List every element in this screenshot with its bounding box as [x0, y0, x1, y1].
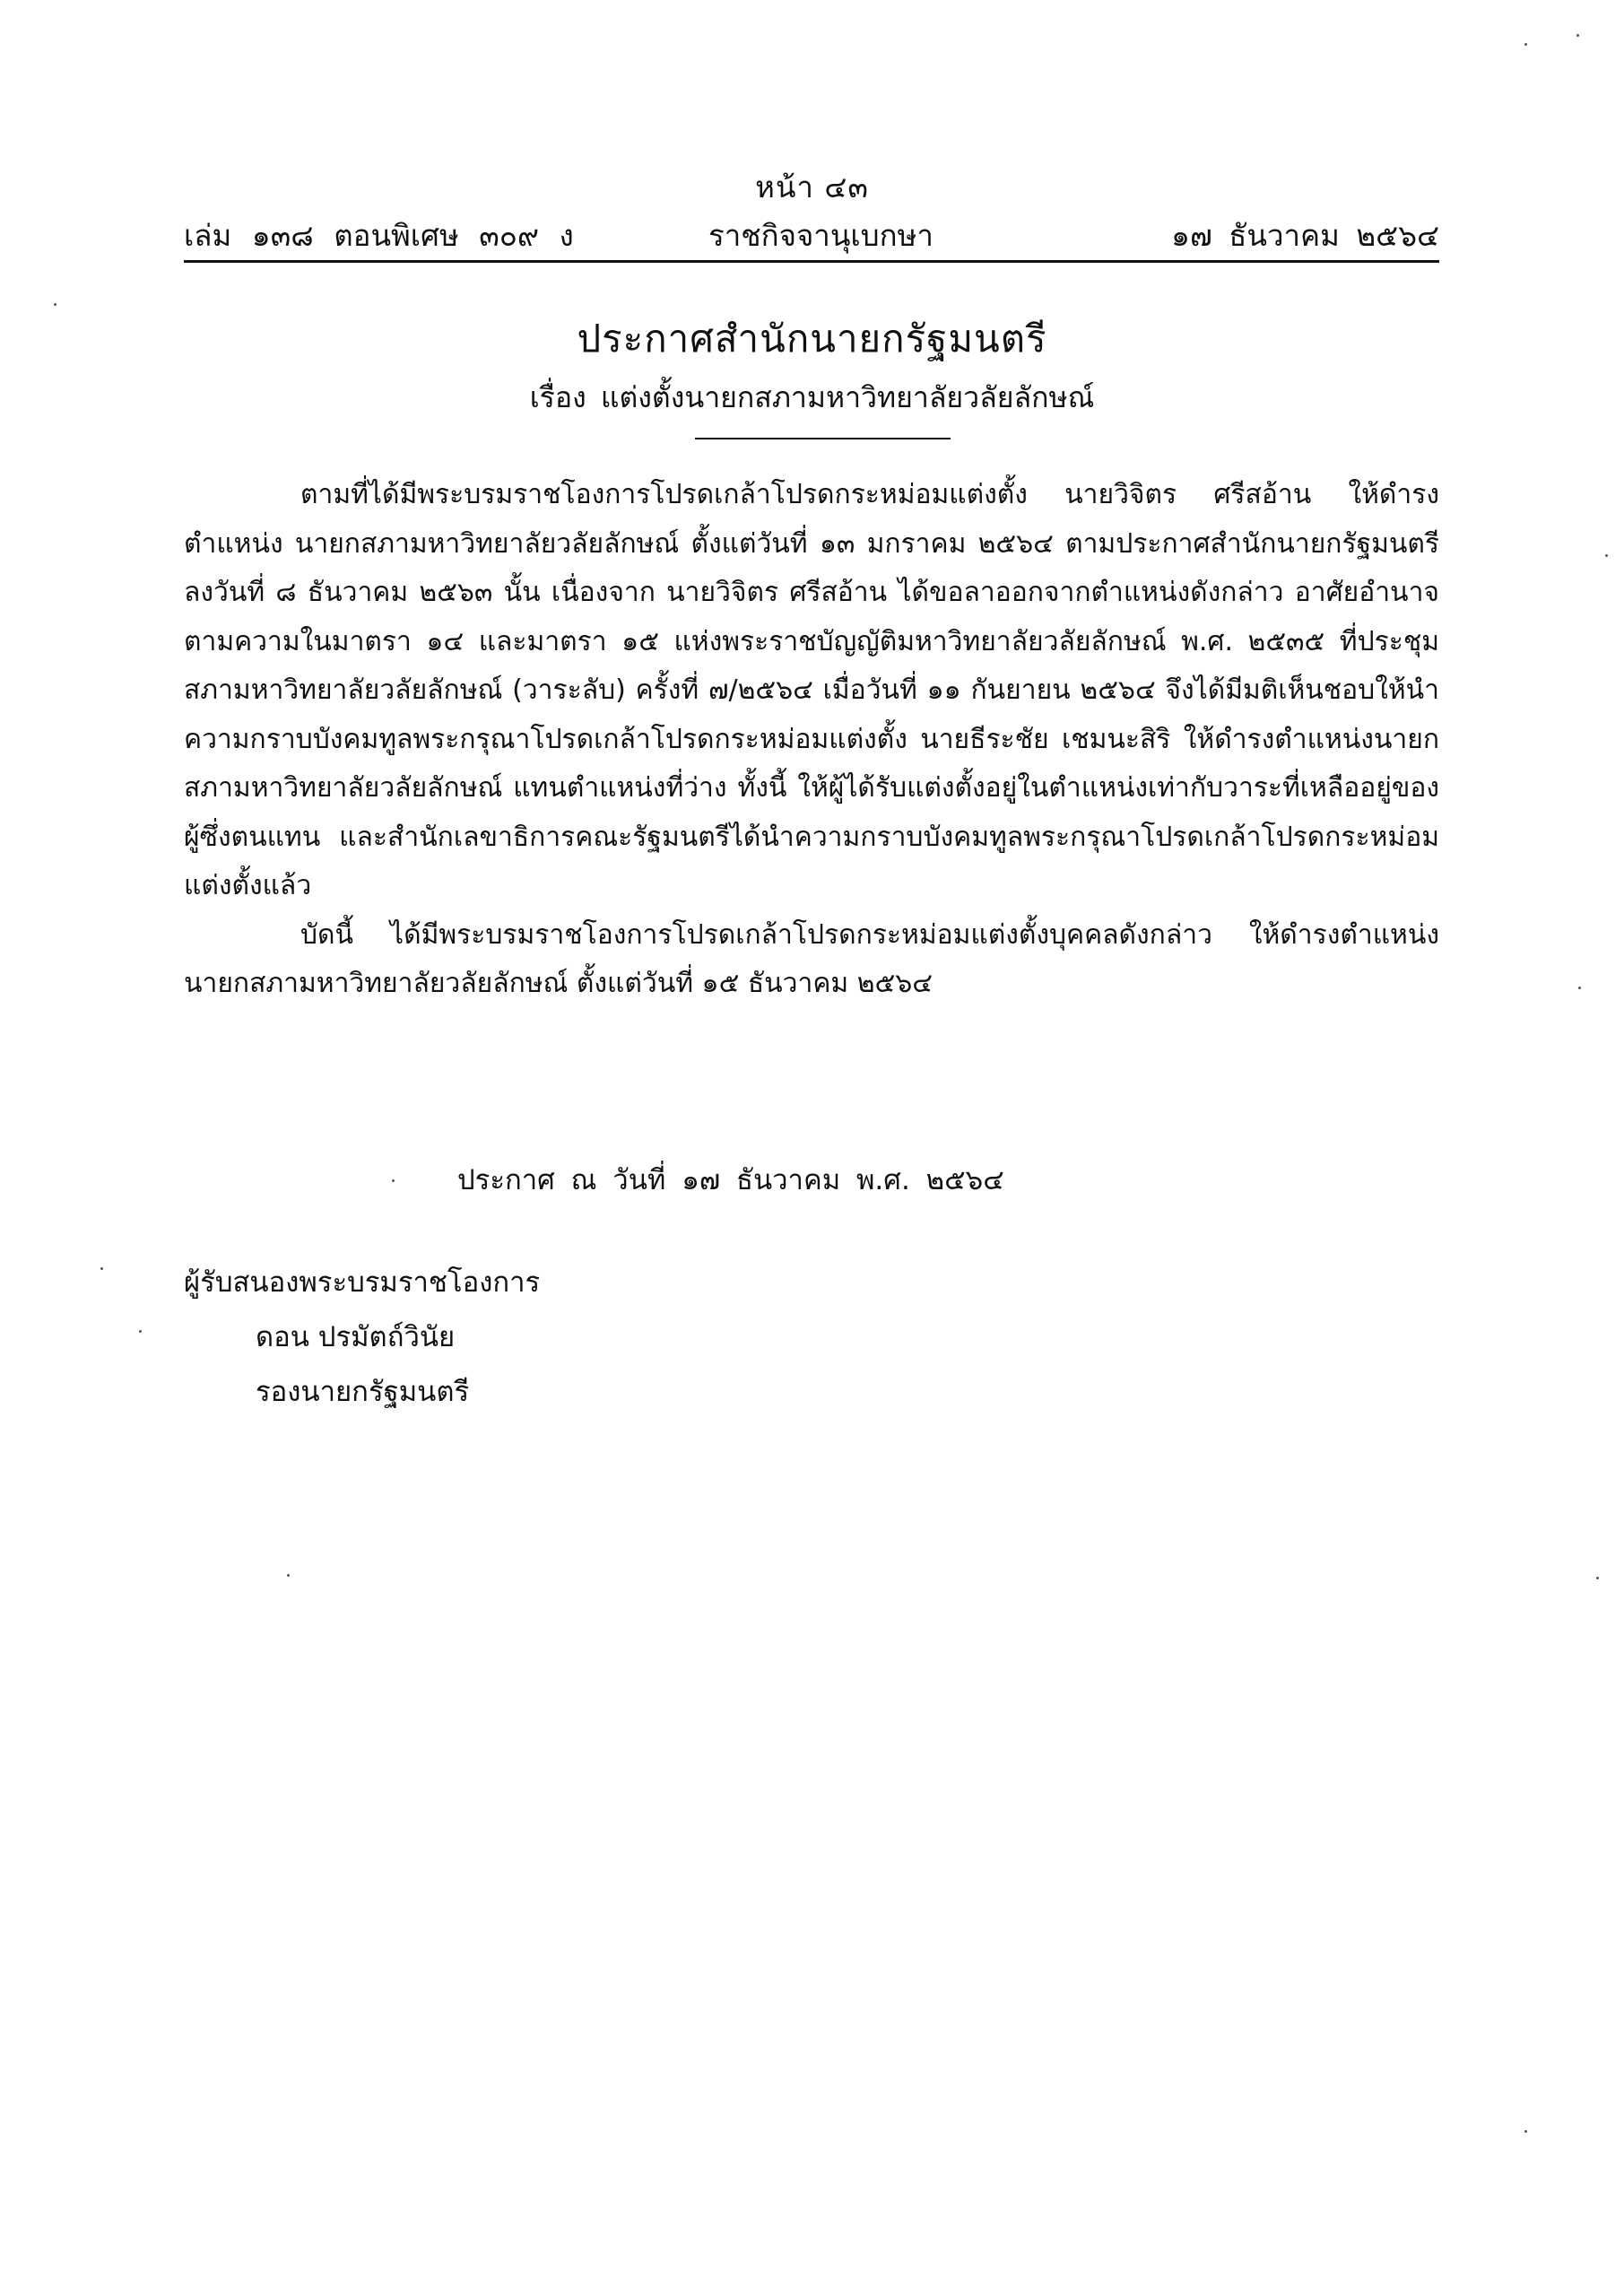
signature-block [184, 1256, 540, 1420]
scan-speck [100, 1267, 103, 1270]
title-divider [695, 438, 951, 439]
volume-issue: เล่ม ๑๓๘ ตอนพิเศษ ๓๐๙ ง [184, 218, 574, 253]
body-paragraph-2: บัดนี้ ได้มีพระบรมราชโองการโปรดเกล้าโปรดกระหม่อมแต่งตั้งบุคคลดังกล่าว ให้ดำรงตำแหน่ง นายกสภามหาวิทยาลัยวลัยลักษณ์ ตั้งแต่วันที่ ๑๕ ธันวาคม ๒๕๖๔ [184, 918, 1439, 999]
announcement-subject: เรื่อง แต่งตั้งนายกสภามหาวิทยาลัยวลัยลักษณ์ [529, 380, 1095, 414]
publication-date: ๑๗ ธันวาคม ๒๕๖๔ [1171, 218, 1439, 253]
gazette-header [184, 212, 1439, 251]
signatory-position: รองนายกรัฐมนตรี [256, 1376, 470, 1408]
announcement-body [184, 471, 1439, 1009]
body-paragraph-1: ตามที่ได้มีพระบรมราชโองการโปรดเกล้าโปรดกระหม่อมแต่งตั้ง นายวิจิตร ศรีสอ้าน ให้ดำรงตำแหน่ง นายกสภามหาวิทยาลัยวลัยลักษณ์ ตั้งแต่วันที่ ๑๓ มกราคม ๒๕๖๔ ตามประกาศสำนักนายกรัฐมนตรี ลงวันที่ ๘ ธันวาคม ๒๕๖๓ นั้น เนื่องจาก นายวิจิตร ศรีสอ้าน ได้ขอลาออกจากตำแหน่งดังกล่าว อาศัยอำนาจตามความในมาตรา ๑๔ และมาตรา ๑๕ แห่งพระราชบัญญัติมหาวิทยาลัยวลัยลักษณ์ พ.ศ. ๒๕๓๕ ที่ประชุมสภามหาวิทยาลัยวลัยลักษณ์ (วาระลับ) ครั้งที่ ๗/๒๕๖๔ เมื่อวันที่ ๑๑ กันยายน ๒๕๖๔ จึงได้มีมติเห็นชอบให้นำความกราบบังคมทูลพระกรุณาโปรดเกล้าโปรดกระหม่อมแต่งตั้ง นายธีระชัย เชมนะสิริ ให้ดำรงตำแหน่งนายกสภามหาวิทยาลัยวลัยลักษณ์ แทนตำแหน่งที่ว่าง ทั้งนี้ ให้ผู้ได้รับแต่งตั้งอยู่ในตำแหน่งเท่ากับวาระที่เหลืออยู่ของผู้ซึ่งตนแทน และสำนักเลขาธิการคณะรัฐมนตรีได้นำความกราบบังคมทูลพระกรุณาโปรดเกล้าโปรดกระหม่อมแต่งตั้งแล้ว [184, 479, 1439, 901]
scan-speck [1605, 554, 1608, 557]
publication-name: ราชกิจจานุเบกษา [708, 218, 934, 253]
header-divider [184, 260, 1439, 263]
scan-speck [1596, 1577, 1599, 1579]
announcement-date: ประกาศ ณ วันที่ ๑๗ ธันวาคม พ.ศ. ๒๕๖๔ [457, 1164, 1004, 1196]
scan-speck [1524, 43, 1527, 46]
announcement-title: ประกาศสำนักนายกรัฐมนตรี [577, 317, 1047, 361]
countersign-label: ผู้รับสนองพระบรมราชโองการ [184, 1266, 541, 1299]
page-number: หน้า ๔๓ [755, 170, 869, 204]
scan-speck [1576, 34, 1579, 37]
scan-speck [139, 1330, 142, 1333]
scan-speck [1578, 987, 1581, 989]
scan-speck [392, 1179, 395, 1182]
scan-speck [287, 1574, 290, 1577]
scan-speck [1524, 2130, 1527, 2133]
scan-speck [54, 303, 56, 306]
signatory-name: ดอน ปรมัตถ์วินัย [256, 1321, 456, 1353]
